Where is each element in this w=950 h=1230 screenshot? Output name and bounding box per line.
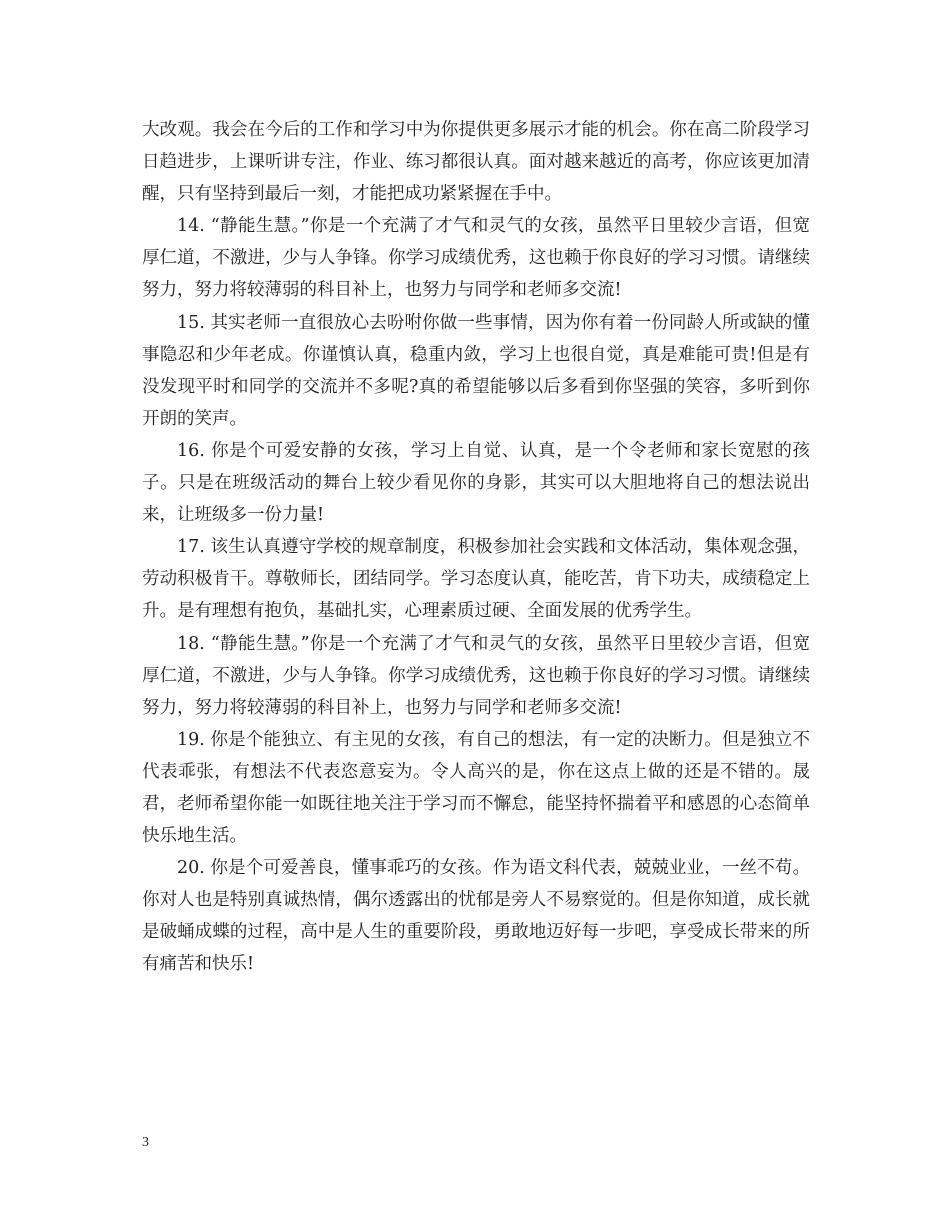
paragraph-comment-19: 19. 你是个能独立、有主见的女孩，有自己的想法，有一定的决断力。但是独立不代表乖张，有想法不代表恣意妄为。令人高兴的是，你在这点上做的还是不错的。晟君，老师希望你能一如既往地关注于学习而不懈怠，能坚持怀揣着平和感恩的心态简单快乐地生活。 [142,729,810,847]
page-number: 3 [142,1135,149,1150]
paragraph-continuation: 大改观。我会在今后的工作和学习中为你提供更多展示才能的机会。你在高二阶段学习日趋进步，上课听讲专注，作业、练习都很认真。面对越来越近的高考，你应该更加清醒，只有坚持到最后一刻，才能把成功紧紧握在手中。 [142,120,810,205]
paragraph-comment-16: 16. 你是个可爱安静的女孩，学习上自觉、认真，是一个令老师和家长宽慰的孩子。只是在班级活动的舞台上较少看见你的身影，其实可以大胆地将自己的想法说出来，让班级多一份力量! [142,440,810,526]
paragraph-comment-18: 18. “静能生慧。”你是一个充满了才气和灵气的女孩，虽然平日里较少言语，但宽厚仁道，不激进，少与人争锋。你学习成绩优秀，这也赖于你良好的学习习惯。请继续努力，努力将较薄弱的科目补上，也努力与同学和老师多交流! [142,633,810,718]
paragraph-comment-15: 15. 其实老师一直很放心去吩咐你做一些事情，因为你有着一份同龄人所或缺的懂事隐忍和少年老成。你谨慎认真，稳重内敛，学习上也很自觉，真是难能可贵!但是有没发现平时和同学的交流并不多呢?真的希望能够以后多看到你坚强的笑容，多听到你开朗的笑声。 [142,312,810,429]
paragraph-comment-17: 17. 该生认真遵守学校的规章制度，积极参加社会实践和文体活动，集体观念强，劳动积极肯干。尊敬师长，团结同学。学习态度认真，能吃苦，肯下功夫，成绩稳定上升。是有理想有抱负，基础扎实，心理素质过硬、全面发展的优秀学生。 [142,537,810,622]
paragraph-comment-14: 14. “静能生慧。”你是一个充满了才气和灵气的女孩，虽然平日里较少言语，但宽厚仁道，不激进，少与人争锋。你学习成绩优秀，这也赖于你良好的学习习惯。请继续努力，努力将较薄弱的科目补上，也努力与同学和老师多交流! [142,216,810,301]
paragraph-comment-20: 20. 你是个可爱善良，懂事乖巧的女孩。作为语文科代表，兢兢业业，一丝不苟。你对人也是特别真诚热情，偶尔透露出的忧郁是旁人不易察觉的。但是你知道，成长就是破蛹成蝶的过程，高中是人生的重要阶段，勇敢地迈好每一步吧，享受成长带来的所有痛苦和快乐! [142,858,810,975]
document-body [142,114,810,981]
